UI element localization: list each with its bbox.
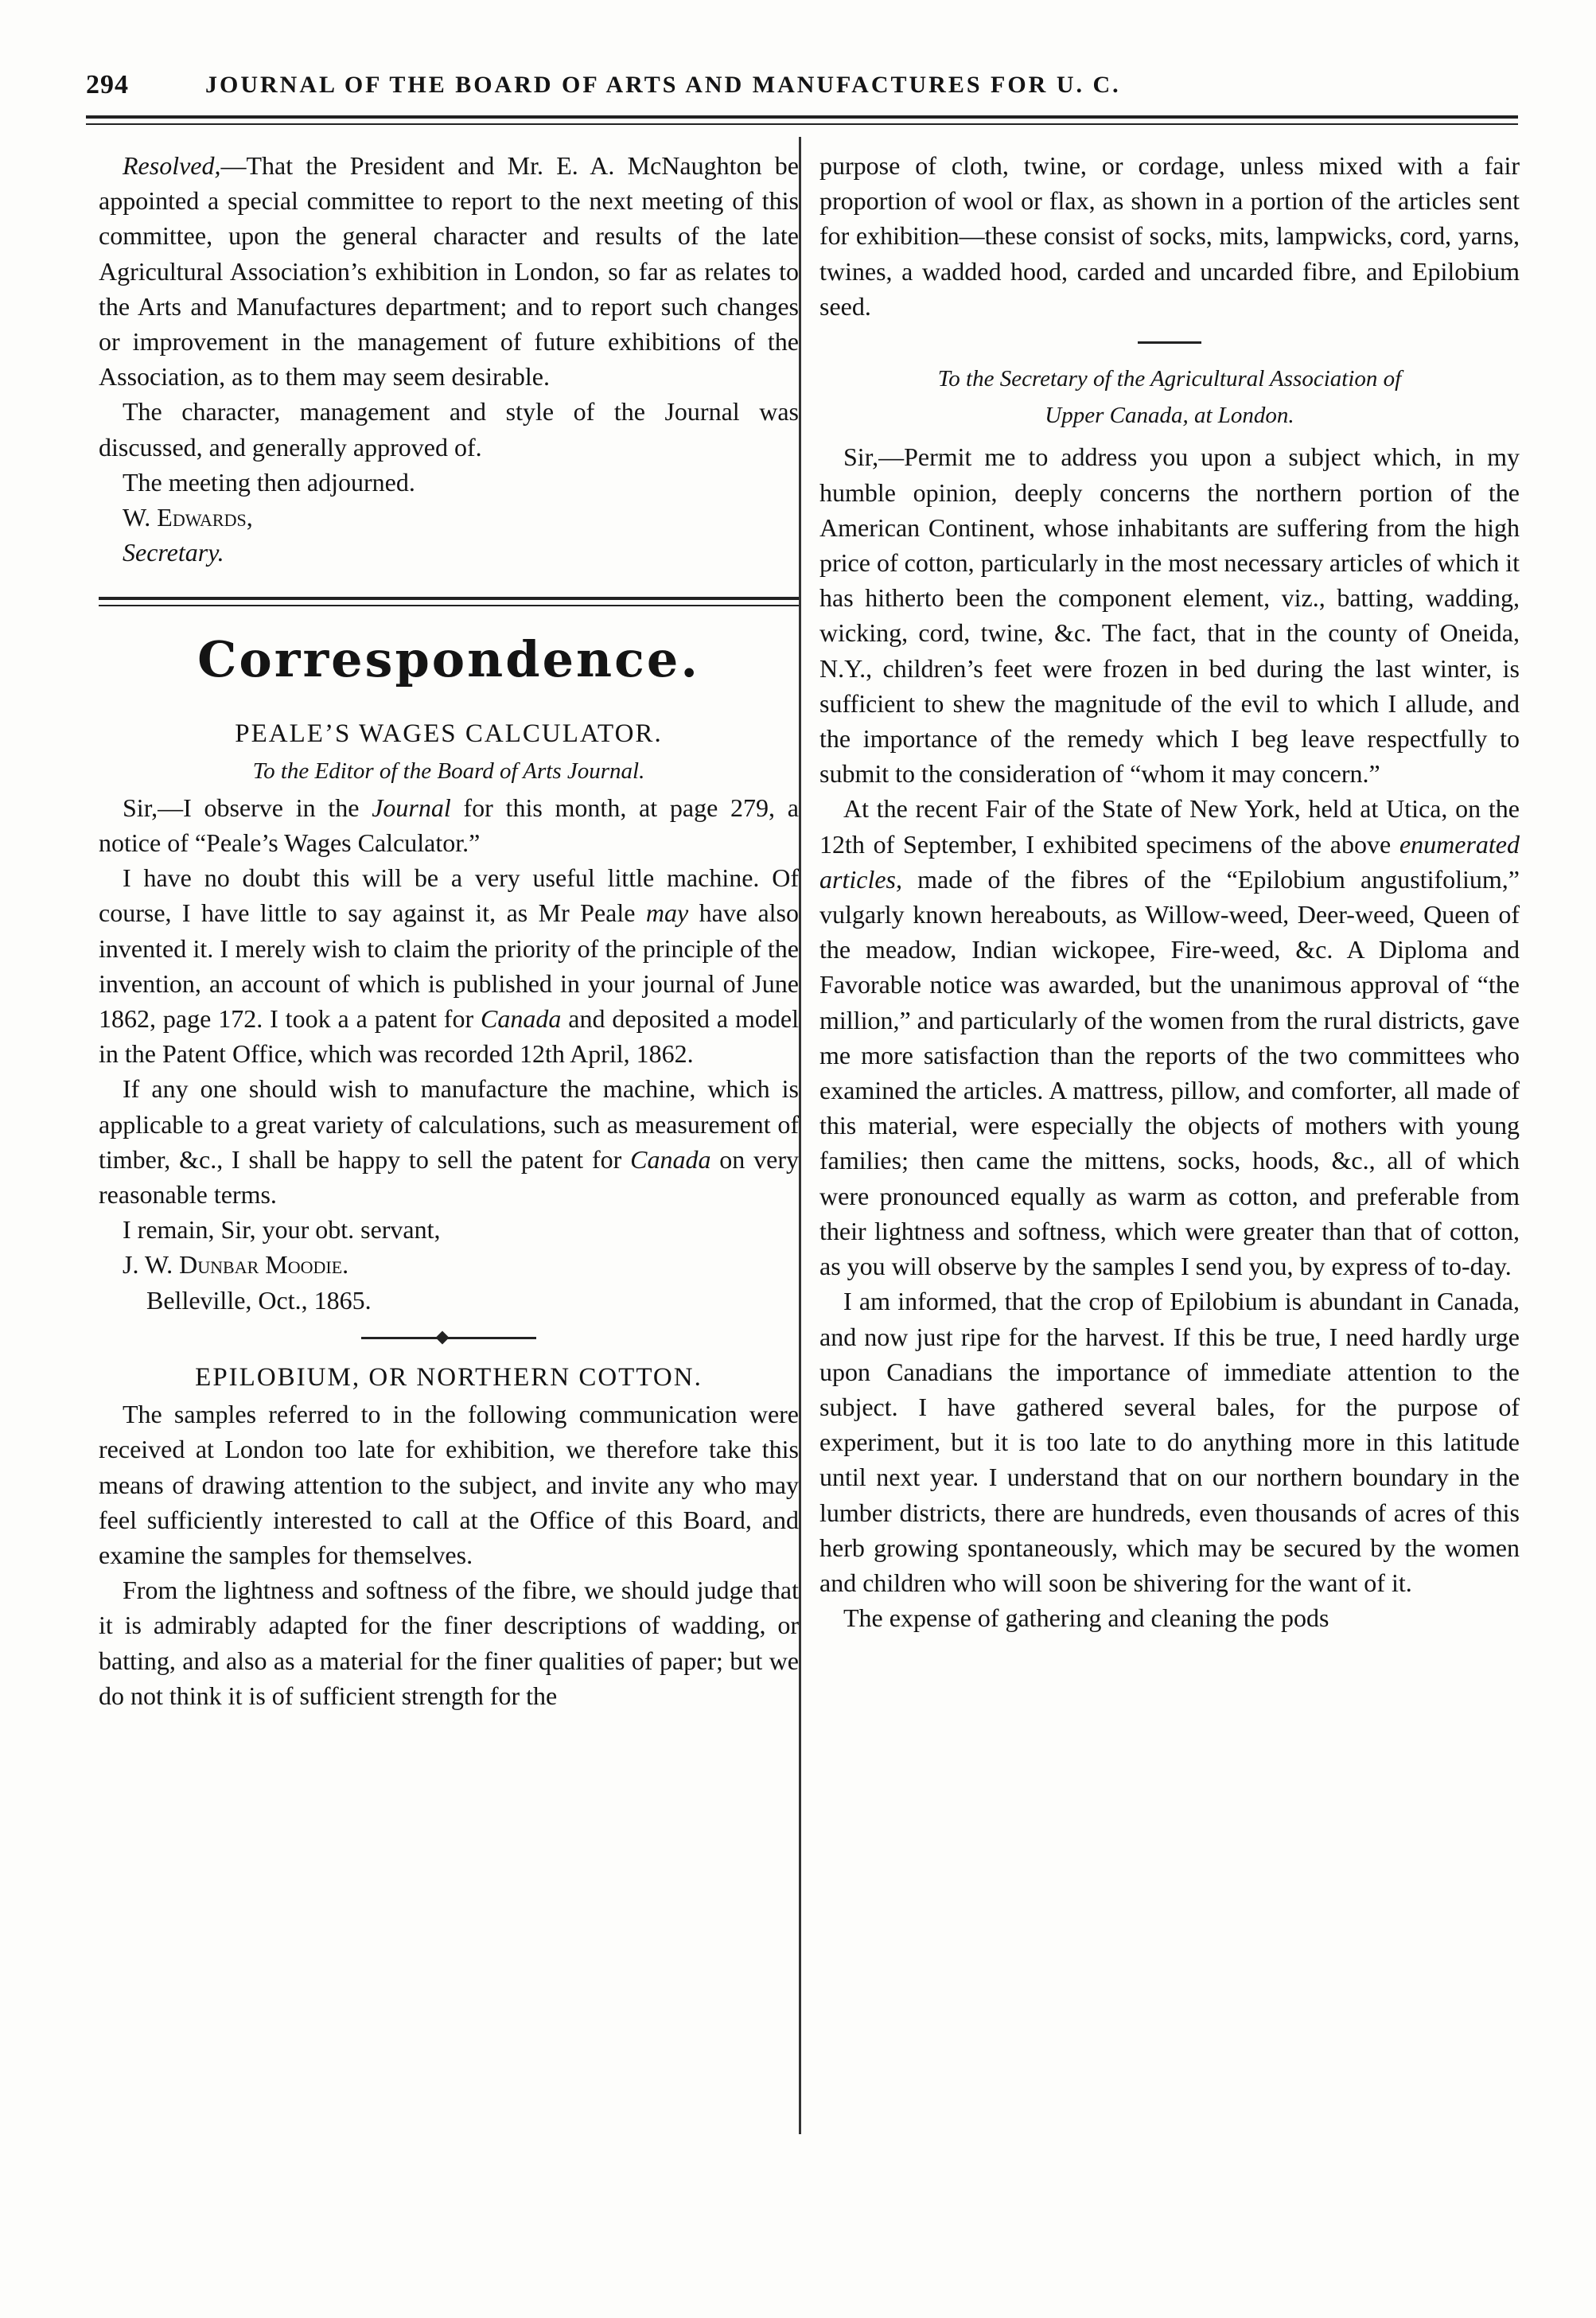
peale-closing: I remain, Sir, your obt. servant, <box>123 1215 441 1245</box>
epilobium-article-title: EPILOBIUM, OR NORTHERN COTTON. <box>195 1362 703 1392</box>
letter-paragraph-1: Sir,—Permit me to address you upon a subject which, in my humble opinion, deeply concerns the northern portion of the American Continent, whose inhabitants are suffering from the high price of cotton, particularly in the most necessary articles of which it has hitherto been the component element, viz., batting, wadding, wicking, cord, twine, &c. The fact, that in the county of Oneida, N.Y., children’s feet were frozen in bed during the last winter, is sufficient to shew the magnitude of the evil to which I allude, and the importance of the remedy which I beg leave respectfully to submit to the consideration of “whom it may concern.” <box>819 442 1520 789</box>
peale-p2-text-b: have also invented it. I merely wish to claim the priority of the principle of the invention, an account of which is published in your journal of June 1862, page 172. I took a a patent for <box>99 898 800 1034</box>
letter-paragraph-4: The expense of gathering and cleaning the pods <box>843 1603 1329 1633</box>
adjourned-paragraph: The meeting then adjourned. <box>123 467 415 497</box>
letter-p2-emphasis: enumerated articles, <box>819 829 1520 894</box>
peale-p2-text-c: and deposited a model in the Patent Office, which was recorded 12th April, 1862. <box>99 1004 800 1069</box>
letter-separator-rule <box>1138 341 1201 344</box>
peale-addressee: To the Editor of the Board of Arts Journal. <box>252 758 645 784</box>
letter-paragraph-3: I am informed, that the crop of Epilobium is abundant in Canada, and now just ripe for the harvest. If this be true, I need hardly urge upon Canadians the importance of immediate attention to the subject. I have gathered several bales, for the purpose of experiment, but it is too late to do anything more in this latitude until next year. I understand that on our northern boundary in the lumber districts, there are hundreds, even thousands of acres of this herb growing spontaneously, which may be secured by the women and children who will soon be shivering for the want of it. <box>819 1287 1520 1597</box>
peale-p3-text-b: on very reasonable terms. <box>99 1144 800 1210</box>
running-head: JOURNAL OF THE BOARD OF ARTS AND MANUFACTURES FOR U. C. <box>205 72 1121 98</box>
peale-p3-text-a: If any one should wish to manufacture the machine, which is applicable to a great variety of calculations, such as measurement of timber, &c., I shall be happy to sell the patent for <box>99 1074 799 1174</box>
epilobium-paragraph-1: The samples referred to in the following communication were received at London too late for exhibition, we therefore take this means of drawing attention to the subject, and invite any who may feel sufficiently interested to call at the Office of this Board, and examine the samples for themselves. <box>99 1400 799 1569</box>
peale-p3-canada: Canada <box>630 1144 711 1174</box>
ornament-rule <box>361 1337 536 1339</box>
column-divider <box>799 137 801 2134</box>
resolved-lead: Resolved, <box>123 151 221 180</box>
resolved-body: —That the President and Mr. E. A. McNaughton be appointed a special committee to report to the next meeting of this committee, upon the general character and results of the late Agricultural Association’s exhibition in London, so far as relates to the Arts and Manufactures department; and to report such changes or improvement in the management of future exhibitions of the Association, as to them may seem desirable. <box>99 151 799 392</box>
peale-p1-journal: Journal <box>372 793 451 822</box>
peale-article-title: PEALE’S WAGES CALCULATOR. <box>235 719 663 749</box>
peale-p1-text-a: Sir,—I observe in the <box>123 793 372 822</box>
page-number: 294 <box>86 70 129 99</box>
letter-addressee-line-2: Upper Canada, at London. <box>1045 403 1294 429</box>
resolved-paragraph <box>99 148 799 394</box>
peale-p2-text-a: I have no doubt this will be a very useful little machine. Of course, I have little to say against it, as Mr Peale <box>99 863 799 928</box>
peale-paragraph-2 <box>99 860 799 1071</box>
left-column <box>99 148 799 1713</box>
letter-p2-text-a: At the recent Fair of the State of New York, held at Utica, on the 12th of September, I exhibited specimens of the above <box>819 794 1520 859</box>
peale-signature: J. W. Dunbar Moodie. <box>123 1250 349 1280</box>
peale-paragraph-3 <box>99 1071 799 1212</box>
section-rule-thick <box>99 597 799 600</box>
right-column <box>819 148 1520 1635</box>
journal-discussion-paragraph: The character, management and style of the Journal was discussed, and generally approved of. <box>99 397 799 462</box>
secretary-title: Secretary. <box>123 538 224 567</box>
peale-paragraph-1 <box>99 790 799 860</box>
correspondence-heading: Correspondence. <box>197 630 700 689</box>
peale-dateline: Belleville, Oct., 1865. <box>146 1285 372 1315</box>
header-rule-thick <box>86 115 1518 119</box>
page-header <box>86 70 1518 102</box>
epilobium-paragraph-2: From the lightness and softness of the fibre, we should judge that it is admirably adapted for the finer descriptions of wadding, or batting, and also as a material for the finer qualities of paper; but we do not think it is of sufficient strength for the <box>99 1576 799 1710</box>
secretary-signature: W. Edwards, <box>123 503 253 532</box>
peale-p1-text-b: for this month, at page 279, a notice of “Peale’s Wages Calculator.” <box>99 793 800 858</box>
letter-p2-text-b: made of the fibres of the “Epilobium angustifolium,” vulgarly known hereabouts, as Willow-weed, Deer-weed, Queen of the meadow, Indian wickopee, Fire-weed, &c. A Diploma and Favorable notice was awarded, but the unanimous approval of “the million,” and particularly of the women from the rural districts, gave me more satisfaction than the reports of the two committees who examined the articles. A mattress, pillow, and comforter, all made of this material, were especially the objects of mothers with young families; then came the mittens, socks, hoods, &c., all of which were pronounced equally as warm as cotton, and preferable from their lightness and softness, which were greater than that of cotton, as you will observe by the samples I send you, by express of to-day. <box>819 864 1520 1281</box>
epilobium-continued-paragraph: purpose of cloth, twine, or cordage, unless mixed with a fair proportion of wool or flax, as shown in a portion of the articles sent for exhibition—these consist of socks, mits, lampwicks, cord, yarns, twines, a wadded hood, carded and uncarded fibre, and Epilobium seed. <box>819 151 1520 321</box>
section-rule-thin <box>99 605 799 606</box>
letter-paragraph-2 <box>819 791 1520 1284</box>
letter-addressee-line-1: To the Secretary of the Agricultural Association of <box>937 366 1402 392</box>
peale-p2-canada: Canada <box>481 1004 562 1034</box>
peale-p2-may: may <box>645 898 689 928</box>
header-rule-thin <box>86 123 1518 125</box>
